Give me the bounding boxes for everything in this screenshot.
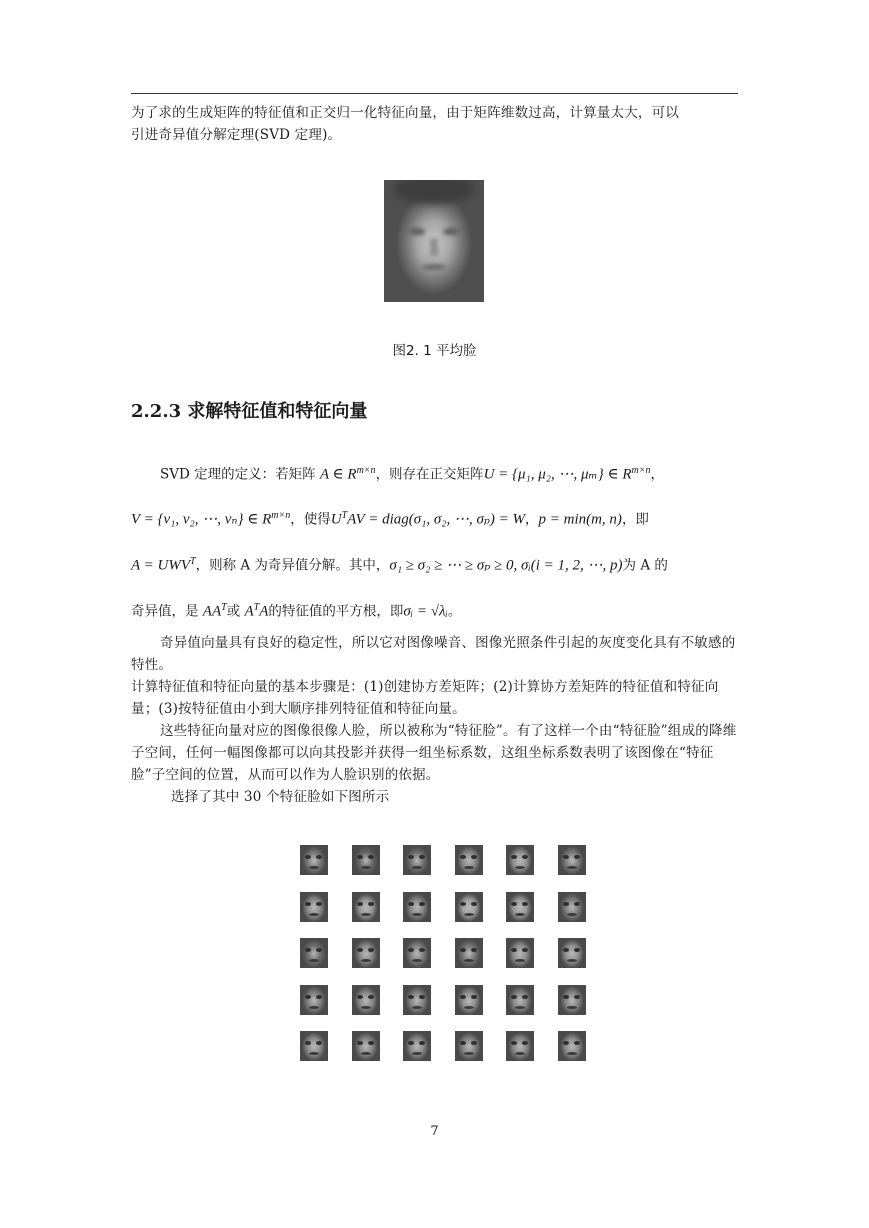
eigenface-thumbnail xyxy=(300,1031,328,1061)
eigenface-thumbnail xyxy=(352,845,380,875)
stability-paragraph: 奇异值向量具有良好的稳定性，所以它对图像噪音、图像光照条件引起的灰度变化具有不敏感的特性。 xyxy=(131,635,736,673)
eigenface-thumbnail xyxy=(558,1031,586,1061)
eigenface-thumbnail xyxy=(352,938,380,968)
eigenface-thumbnail xyxy=(352,892,380,922)
eigenface-thumbnail xyxy=(558,938,586,968)
eigenface-thumbnail xyxy=(352,1031,380,1061)
eigenface-thumbnail xyxy=(506,938,534,968)
eigenface-thumbnail xyxy=(455,1031,483,1061)
page-number: 7 xyxy=(430,1124,439,1139)
figure-caption: 图2. 1 平均脸 xyxy=(392,343,477,359)
eigenface-thumbnail xyxy=(558,985,586,1015)
section-heading: 2.2.3 求解特征值和特征向量 xyxy=(131,401,368,422)
eigenface-thumbnail xyxy=(403,892,431,922)
eigenface-thumbnail xyxy=(455,938,483,968)
eigenface-thumbnail xyxy=(506,892,534,922)
eigenface-thumbnail xyxy=(403,845,431,875)
eigenface-thumbnail xyxy=(300,985,328,1015)
intro-paragraph xyxy=(131,102,741,146)
eigenface-thumbnail xyxy=(300,892,328,922)
intro-line-2: 引进奇异值分解定理(SVD 定理)。 xyxy=(131,127,342,143)
svd-line-2: V = {v₁, v₂, ⋯, vₙ} ∈ $R^{m\times n}$，使得$U^TAV$ = diag(σ₁, σ₂, ⋯, σₚ) = W，p = min(m, n)，即 xyxy=(131,510,649,528)
eigenface-thumbnail xyxy=(300,845,328,875)
eigenface-thumbnail xyxy=(455,892,483,922)
eigenface-thumbnail xyxy=(558,845,586,875)
eigenface-thumbnail xyxy=(403,985,431,1015)
svd-line-3: $A = UWV^T$，则称 A 为奇异值分解。其中，σ₁ ≥ σ₂ ≥ ⋯ ≥ σₚ ≥ 0, σᵢ(i = 1, 2, ⋯, p)为 A 的 xyxy=(131,556,668,574)
intro-line-1: 为了求的生成矩阵的特征值和正交归一化特征向量，由于矩阵维数过高，计算量太大，可以 xyxy=(131,105,679,121)
svd-line-4: 奇异值，是 $AA^T$或 $A^TA$的特征值的平方根，即σᵢ = √λᵢ。 xyxy=(131,602,462,620)
eigenface-thumbnail xyxy=(300,938,328,968)
eigenface-grid xyxy=(300,845,588,1067)
eigenface-thumbnail xyxy=(352,985,380,1015)
selection-paragraph: 选择了其中 30 个特征脸如下图所示 xyxy=(171,789,390,805)
eigenface-thumbnail xyxy=(455,985,483,1015)
eigenface-thumbnail xyxy=(455,845,483,875)
header-rule xyxy=(131,93,738,94)
steps-paragraph: 计算特征值和特征向量的基本步骤是：(1)创建协方差矩阵；(2)计算协方差矩阵的特征值和特征向量；(3)按特征值由小到大顺序排列特征值和特征向量。 xyxy=(131,679,719,717)
eigenface-paragraph: 这些特征向量对应的图像很像人脸，所以被称为“特征脸”。有了这样一个由“特征脸”组成的降维子空间，任何一幅图像都可以向其投影并获得一组坐标系数，这组坐标系数表明了该图像在“特征脸”子空间的位置，从而可以作为人脸识别的依据。 xyxy=(131,723,737,783)
eigenface-thumbnail xyxy=(506,985,534,1015)
eigenface-thumbnail xyxy=(403,1031,431,1061)
average-face-image xyxy=(384,180,484,302)
eigenface-thumbnail xyxy=(403,938,431,968)
eigenface-thumbnail xyxy=(558,892,586,922)
svd-line-1: SVD 定理的定义：若矩阵 A ∈ $R^{m\times n}$，则存在正交矩阵U = {μ₁, μ₂, ⋯, μₘ} ∈ $R^{m\times n}$， xyxy=(160,465,664,483)
eigenface-thumbnail xyxy=(506,845,534,875)
eigenface-thumbnail xyxy=(506,1031,534,1061)
